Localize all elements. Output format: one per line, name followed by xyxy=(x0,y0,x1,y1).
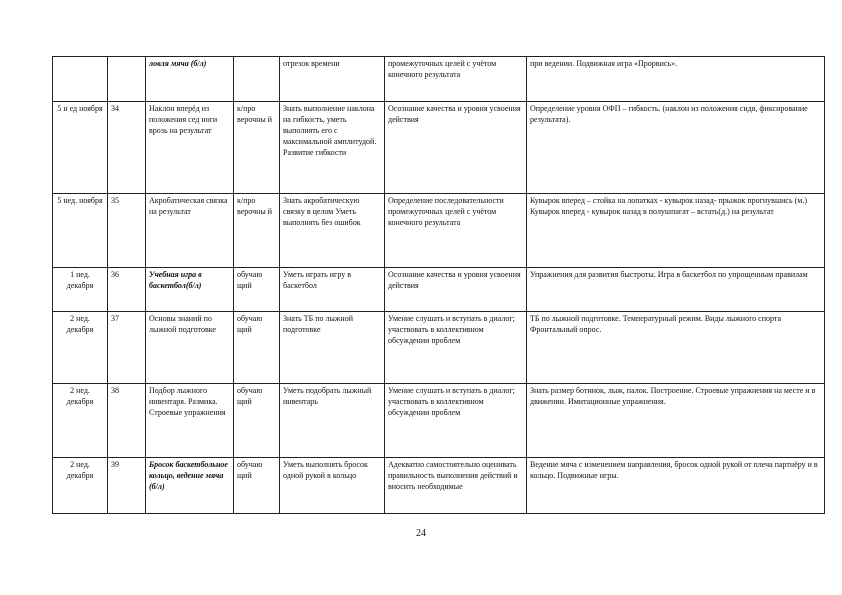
lesson-number-cell: 36 xyxy=(108,268,146,312)
lesson-type-cell: к/про верочны й xyxy=(234,194,280,268)
topic-cell: Основы знаний по лыжной подготовке xyxy=(146,312,234,384)
lesson-number-cell: 37 xyxy=(108,312,146,384)
lesson-type-cell: обучаю щий xyxy=(234,312,280,384)
date-cell: 2 нед. декабря xyxy=(53,458,108,514)
date-cell: 2 нед. декабря xyxy=(53,312,108,384)
topic-cell: ловля мяча (б/л) xyxy=(146,57,234,102)
goal-cell: Осознание качества и уровня усвоения действия xyxy=(385,268,527,312)
activity-cell: ТБ по лыжной подготовке. Температурный режим. Виды лыжного спорта Фронтальный опрос. xyxy=(527,312,825,384)
activity-cell: Упражнения для развития быстроты. Игра в баскетбол по упрощенным правилам xyxy=(527,268,825,312)
goal-cell: промежуточных целей с учётом конечного результата xyxy=(385,57,527,102)
lesson-number-cell: 39 xyxy=(108,458,146,514)
topic-cell: Наклон вперёд из положения сед ноги врозь на результат xyxy=(146,102,234,194)
lesson-type-cell: обучаю щий xyxy=(234,384,280,458)
lesson-number-cell: 38 xyxy=(108,384,146,458)
result-cell: отрезок времени xyxy=(280,57,385,102)
goal-cell: Адекватно самостоятельно оценивать правильность выполнения действий и вносить необходимые xyxy=(385,458,527,514)
activity-cell: Определение уровня ОФП – гибкость. (наклон из положения сидя, фиксирование результата). xyxy=(527,102,825,194)
page-number: 24 xyxy=(416,528,426,539)
table-row xyxy=(53,312,825,384)
table-row xyxy=(53,384,825,458)
date-cell: 1 нед. декабря xyxy=(53,268,108,312)
date-cell: 5 н ед ноября xyxy=(53,102,108,194)
result-cell: Знать выполнение наклона на гибкость, уметь выполнять его с максимальной амплитудой. Развитие гибкости xyxy=(280,102,385,194)
goal-cell: Определение последовательности промежуточных целей с учётом конечного результата xyxy=(385,194,527,268)
goal-cell: Осознание качества и уровня усвоения действия xyxy=(385,102,527,194)
goal-cell: Умение слушать и вступать в диалог; участвовать в коллективном обсуждении проблем xyxy=(385,312,527,384)
result-cell: Уметь играть игру в баскетбол xyxy=(280,268,385,312)
date-cell: 2 нед. декабря xyxy=(53,384,108,458)
topic-cell: Акробатическая связка на результат xyxy=(146,194,234,268)
table-row xyxy=(53,268,825,312)
lesson-type-cell xyxy=(234,57,280,102)
table-row xyxy=(53,102,825,194)
date-cell: 5 нед. ноября xyxy=(53,194,108,268)
topic-cell: Подбор лыжного инвентаря. Размика. Строевые упражнения xyxy=(146,384,234,458)
lesson-number-cell: 35 xyxy=(108,194,146,268)
table-row xyxy=(53,57,825,102)
result-cell: Знать ТБ по лыжной подготовке xyxy=(280,312,385,384)
activity-cell: Кувырок вперед – стойка на лопатках - кувырок назад- прыжок прогнувшись (м.) Кувырок вперед - кувырок назад в полушпагат – встать(д.) на результат xyxy=(527,194,825,268)
lesson-number-cell xyxy=(108,57,146,102)
result-cell: Уметь подобрать лыжный инвентарь xyxy=(280,384,385,458)
lesson-type-cell: обучаю щий xyxy=(234,268,280,312)
activity-cell: Ведение мяча с изменением направления, бросок одной рукой от плеча партнёру и в кольцо. Подвижные игры. xyxy=(527,458,825,514)
activity-cell: при ведении. Подвижная игра «Прорвись». xyxy=(527,57,825,102)
date-cell xyxy=(53,57,108,102)
lesson-number-cell: 34 xyxy=(108,102,146,194)
table-row xyxy=(53,458,825,514)
topic-cell: Бросок баскетбольное кольцо, ведение мяча (б/л) xyxy=(146,458,234,514)
lesson-plan-table xyxy=(52,56,825,514)
activity-cell: Знать размер ботинок, лыж, палок. Построение. Строевые упражнения на месте и в движении. Имитационные упражнения. xyxy=(527,384,825,458)
result-cell: Уметь выполнять бросок одной рукой в кольцо xyxy=(280,458,385,514)
table-row xyxy=(53,194,825,268)
topic-cell: Учебная игра в баскетбол(б/л) xyxy=(146,268,234,312)
result-cell: Знать акробатическую связку в целом Уметь выполнять без ошибок xyxy=(280,194,385,268)
lesson-type-cell: к/про верочны й xyxy=(234,102,280,194)
goal-cell: Умение слушать и вступать в диалог; участвовать в коллективном обсуждении проблем xyxy=(385,384,527,458)
lesson-type-cell: обучаю щий xyxy=(234,458,280,514)
